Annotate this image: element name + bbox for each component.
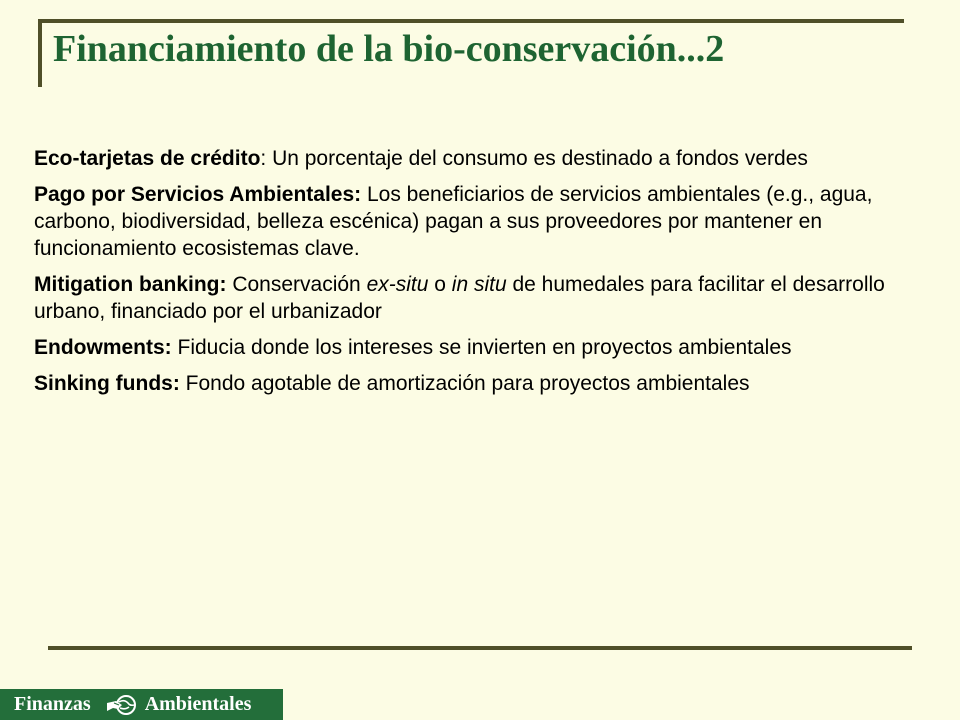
title-frame-top-line bbox=[38, 19, 904, 23]
title-frame-left-line bbox=[38, 19, 42, 87]
slide-title: Financiamiento de la bio-conservación...2 bbox=[53, 28, 725, 70]
bullet-text: Conservación bbox=[226, 273, 367, 296]
bottom-divider bbox=[48, 646, 912, 650]
bullet-text: de humedales para facilitar el desarrollo urbano, financiado por el urbanizador bbox=[34, 273, 885, 323]
bullet-eco-tarjetas bbox=[34, 145, 914, 172]
handshake-globe-icon bbox=[105, 693, 141, 717]
bullet-term: Eco-tarjetas de crédito bbox=[34, 147, 261, 170]
bullet-italic-term: ex-situ bbox=[366, 273, 429, 296]
bullet-term: Sinking funds: bbox=[34, 372, 180, 395]
bullet-text: : Un porcentaje del consumo es destinado a fondos verdes bbox=[260, 147, 808, 170]
footer-brand-bar bbox=[0, 689, 283, 720]
bullet-text: Los beneficiarios de servicios ambientales (e.g., agua, carbono, biodiversidad, belleza escénica) pagan a sus proveedores por mantener en funcionamiento ecosistemas clave. bbox=[34, 183, 873, 260]
bullet-pago-servicios bbox=[34, 181, 914, 262]
bullet-text: Fiducia donde los intereses se invierten en proyectos ambientales bbox=[171, 336, 792, 359]
brand-word-ambientales: Ambientales bbox=[144, 693, 252, 715]
bullet-text: o bbox=[428, 273, 452, 296]
bullet-term: Endowments: bbox=[34, 336, 172, 359]
bullet-endowments bbox=[34, 334, 914, 361]
bullet-term: Mitigation banking: bbox=[34, 273, 227, 296]
bullet-italic-term: in situ bbox=[451, 273, 507, 296]
brand-word-finanzas: Finanzas bbox=[14, 693, 91, 715]
bullet-text: Fondo agotable de amortización para proyectos ambientales bbox=[179, 372, 750, 395]
bullet-term: Pago por Servicios Ambientales: bbox=[34, 183, 362, 206]
bullet-sinking-funds bbox=[34, 370, 914, 397]
bullet-mitigation-banking bbox=[34, 271, 914, 325]
slide-body bbox=[34, 145, 914, 406]
